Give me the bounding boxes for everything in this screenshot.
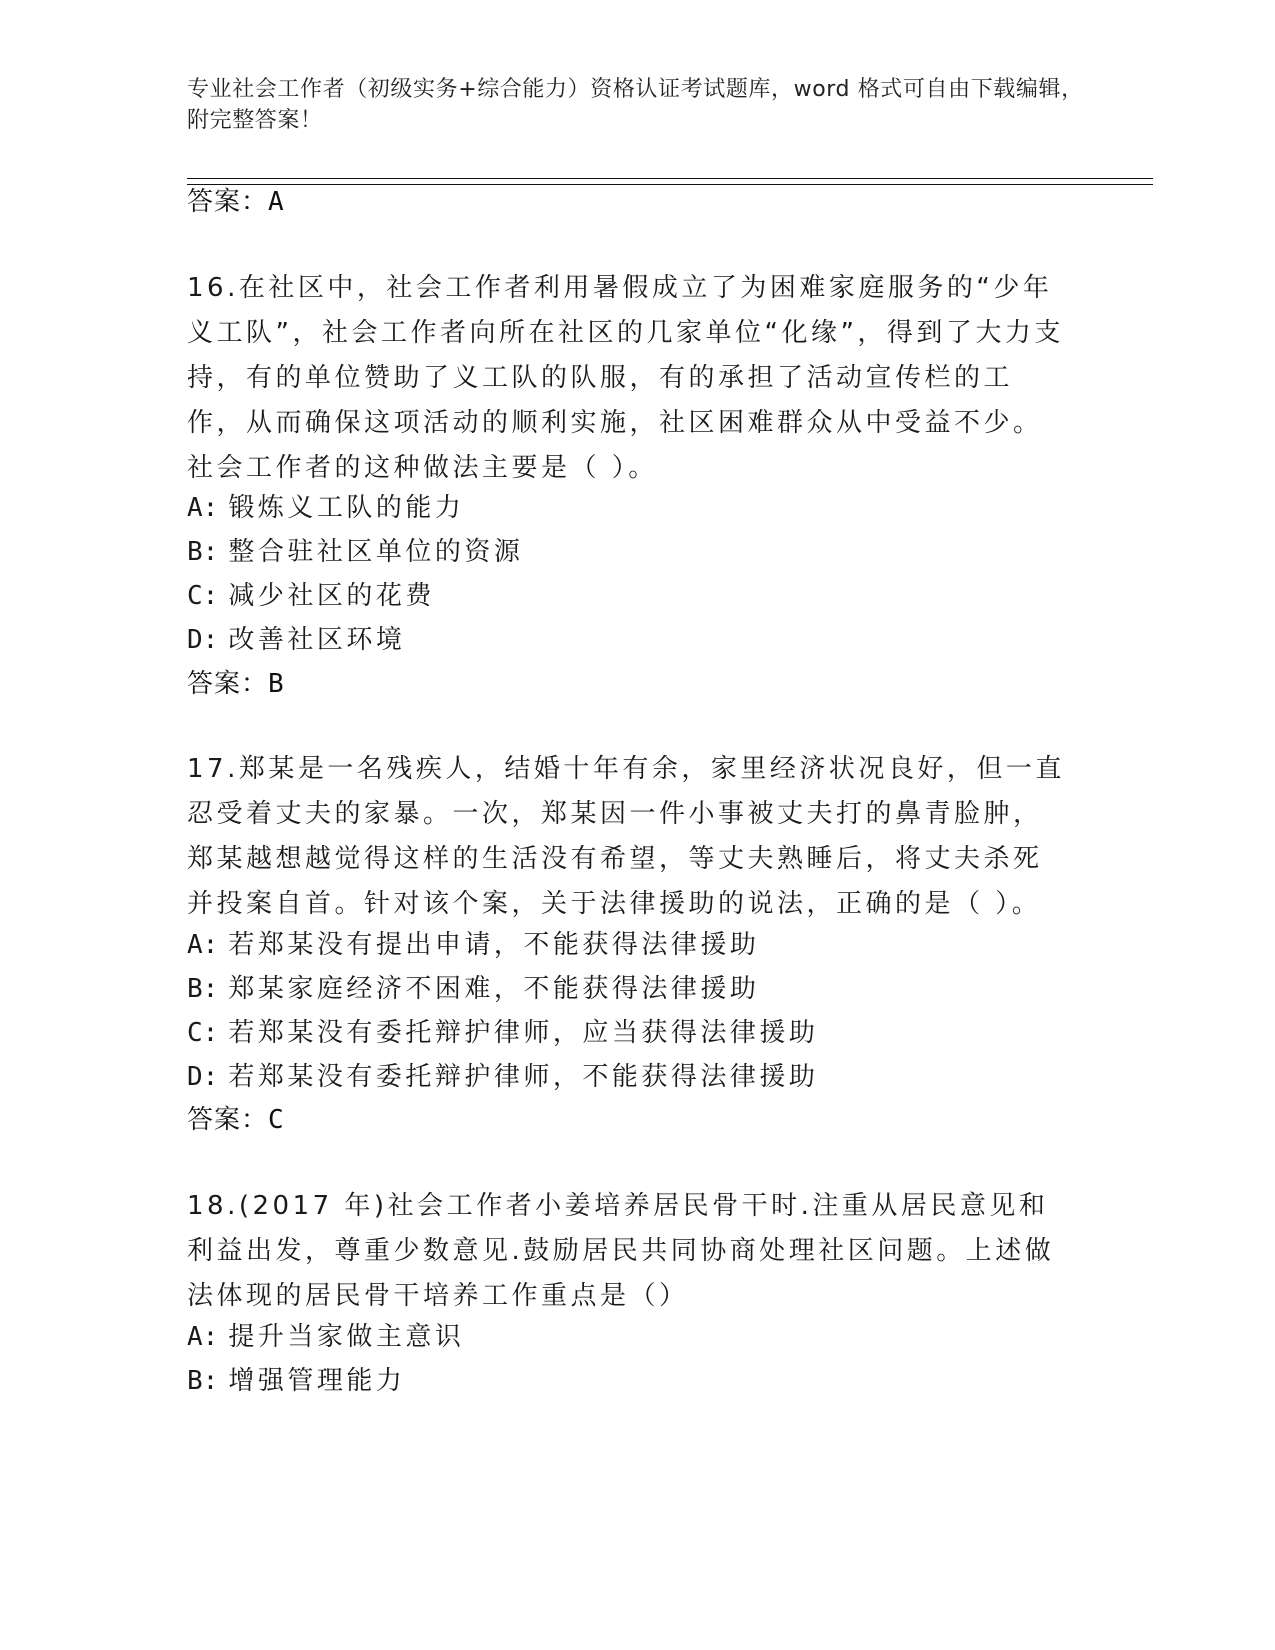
option-letter: B: — [187, 974, 219, 1004]
option-b — [187, 973, 759, 1005]
option-letter: C: — [187, 1018, 219, 1048]
option-text: 增强管理能力 — [228, 1366, 406, 1396]
answer-label: 答案： — [187, 669, 269, 699]
option-text: 若郑某没有委托辩护律师，不能获得法律援助 — [228, 1062, 819, 1092]
question-stem: 18.(2017 年)社会工作者小姜培养居民骨干时.注重从居民意见和利益出发，尊重少数意见.鼓励居民共同协商处理社区问题。上述做法体现的居民骨干培养工作重点是（） — [187, 1191, 1055, 1311]
header-divider — [187, 178, 1153, 185]
option-text: 若郑某没有委托辩护律师，应当获得法律援助 — [228, 1018, 819, 1048]
option-letter: A: — [187, 1322, 219, 1352]
option-text: 郑某家庭经济不困难，不能获得法律援助 — [228, 974, 760, 1004]
question-stem: 17.郑某是一名残疾人，结婚十年有余，家里经济状况良好，但一直忍受着丈夫的家暴。一次，郑某因一件小事被丈夫打的鼻青脸肿，郑某越想越觉得这样的生活没有希望，等丈夫熟睡后，将丈夫杀死并投案自首。针对该个案，关于法律援助的说法，正确的是（ ）。 — [187, 754, 1065, 919]
document-header: 专业社会工作者（初级实务+综合能力）资格认证考试题库，word 格式可自由下载编辑，附完整答案！ — [187, 77, 1084, 133]
answer-line — [187, 186, 284, 218]
question-stem: 16.在社区中，社会工作者利用暑假成立了为困难家庭服务的“少年义工队”，社会工作者向所在社区的几家单位“化缘”，得到了大力支持，有的单位赞助了义工队的队服，有的承担了活动宣传栏的工作，从而确保这项活动的顺利实施，社区困难群众从中受益不少。社会工作者的这种做法主要是（ ）。 — [187, 273, 1064, 483]
answer-label: 答案： — [187, 187, 269, 217]
option-text: 若郑某没有提出申请，不能获得法律援助 — [228, 930, 760, 960]
option-a — [187, 1321, 464, 1353]
option-text: 提升当家做主意识 — [228, 1322, 465, 1352]
option-letter: A: — [187, 930, 219, 960]
answer-value: B — [268, 669, 284, 699]
answer-value: A — [268, 187, 284, 217]
option-text: 整合驻社区单位的资源 — [228, 537, 524, 567]
option-letter: C: — [187, 581, 219, 611]
answer-label: 答案： — [187, 1105, 269, 1135]
option-text: 减少社区的花费 — [228, 581, 435, 611]
answer-line — [187, 668, 284, 700]
answer-line — [187, 1104, 284, 1136]
option-text: 改善社区环境 — [228, 625, 406, 655]
option-letter: B: — [187, 1366, 219, 1396]
option-d — [187, 1061, 818, 1093]
option-c — [187, 1017, 818, 1049]
option-d — [187, 624, 405, 656]
option-a — [187, 492, 464, 524]
option-letter: B: — [187, 537, 219, 567]
option-text: 锻炼义工队的能力 — [228, 493, 465, 523]
option-b — [187, 536, 523, 568]
option-c — [187, 580, 435, 612]
answer-value: C — [268, 1105, 284, 1135]
option-letter: D: — [187, 1062, 219, 1092]
option-a — [187, 929, 759, 961]
option-b — [187, 1365, 405, 1397]
option-letter: D: — [187, 625, 219, 655]
option-letter: A: — [187, 493, 219, 523]
